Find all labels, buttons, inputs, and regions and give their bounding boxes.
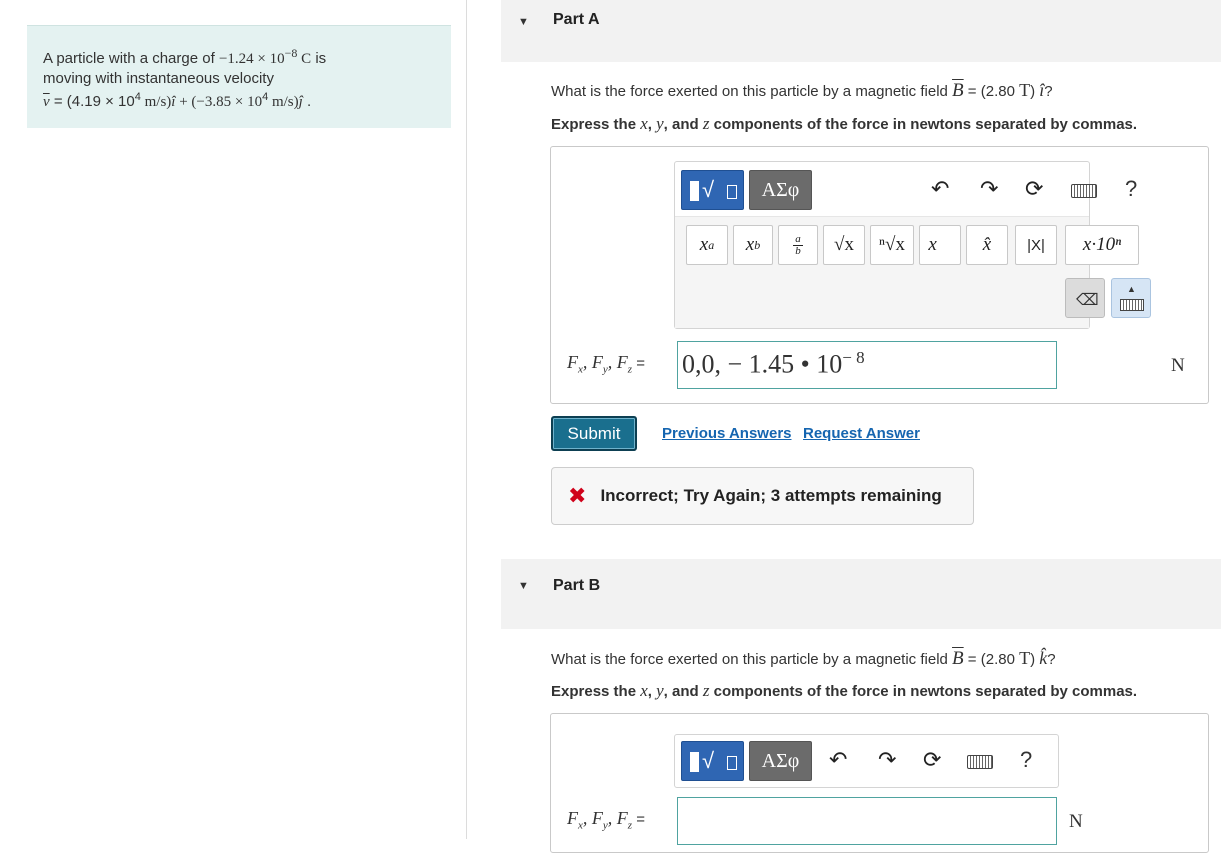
question-mark: ?	[1047, 651, 1056, 668]
question-mark: ?	[1044, 83, 1053, 100]
toolbar-row-1	[675, 162, 1138, 216]
equals-sign: =	[632, 811, 645, 828]
redo-icon[interactable]: ↷	[980, 176, 999, 201]
exp-a: a	[708, 237, 715, 252]
var-f: F	[616, 352, 628, 372]
toolbar-row-3	[675, 272, 1136, 328]
comma: ,	[647, 683, 657, 700]
i-hat: î	[171, 94, 176, 110]
charge-unit: C	[297, 51, 312, 67]
j-hat: ĵ	[298, 94, 303, 110]
field-close: )	[1030, 83, 1040, 100]
var-sub: x	[578, 363, 583, 376]
var-sub: z	[627, 363, 633, 376]
answer-input[interactable]	[677, 341, 1057, 389]
math-x: x	[640, 681, 648, 700]
part-a-answer-box	[550, 146, 1209, 404]
question-text: What is the force exerted on this particle by a magnetic field	[551, 83, 953, 100]
keyboard-icon[interactable]	[1071, 184, 1097, 198]
math-z: z	[702, 681, 710, 700]
variable-label: $F_x$, $F_y$, $F_z$ =	[567, 352, 645, 376]
velocity-unit: m/s)	[268, 94, 299, 110]
subscript-button[interactable]: x b	[733, 225, 773, 265]
nth-root-button[interactable]: ⁿ√x	[870, 225, 914, 265]
collapse-triangle-icon[interactable]: ▼	[518, 580, 529, 592]
keyboard-icon	[1120, 299, 1144, 311]
frac-num: a	[795, 232, 801, 245]
unit-label: N	[1069, 811, 1083, 832]
velocity-text: + (−3.85 × 10	[175, 94, 263, 110]
part-b-answer-box	[550, 713, 1209, 853]
field-value: = (2.80	[963, 83, 1020, 100]
instruction-text: components of the force in newtons separated by commas.	[709, 683, 1138, 700]
var-sub: y	[602, 363, 608, 376]
charge-exponent: −8	[284, 46, 298, 60]
placeholder-box-icon	[727, 185, 737, 199]
undo-icon[interactable]: ↶	[829, 747, 848, 772]
variable-label: $F_x$, $F_y$, $F_z$ =	[567, 808, 645, 832]
submit-button[interactable]: Submit	[551, 416, 637, 451]
absolute-value-button[interactable]: |X|	[1015, 225, 1057, 265]
exponent-button[interactable]: x a	[686, 225, 728, 265]
part-a-question	[551, 80, 1053, 102]
problem-text: A particle with a charge of	[43, 50, 219, 67]
greek-symbols-button[interactable]: ΑΣφ	[749, 170, 812, 210]
part-b-header[interactable]	[501, 559, 1221, 629]
feedback-text: Incorrect; Try Again; 3 attempts remaining	[600, 486, 942, 505]
instruction-text: Express the	[551, 116, 641, 133]
question-text: What is the force exerted on this particle by a magnetic field	[551, 651, 953, 668]
problem-line-3	[43, 88, 435, 112]
var-sub: z	[627, 819, 633, 832]
placeholder-box-icon	[727, 756, 737, 770]
sub-b: b	[754, 237, 761, 252]
instruction-text: components of the force in newtons separated by commas.	[709, 116, 1138, 133]
and-text: , and	[663, 116, 703, 133]
sqrt-icon: √	[702, 748, 715, 773]
redo-icon[interactable]: ↷	[878, 747, 897, 772]
toolbar-row-2	[675, 216, 1122, 272]
period: .	[302, 93, 312, 110]
equals-sign: =	[632, 355, 645, 372]
math-y: y	[656, 681, 664, 700]
instruction-text: Express the	[551, 683, 641, 700]
column-divider	[466, 0, 467, 839]
templates-button[interactable]	[681, 741, 744, 781]
help-button[interactable]: ?	[1020, 747, 1033, 772]
part-b-instruction	[551, 681, 1137, 701]
part-b-question	[551, 648, 1056, 670]
math-x: x	[640, 114, 648, 133]
unit-vector-button[interactable]: x̂	[966, 225, 1008, 265]
exponent: 4	[262, 91, 269, 103]
vector-button[interactable]: x⃗	[919, 225, 961, 265]
exponent: 4	[134, 91, 141, 103]
triangle-up-icon: ▲	[1127, 284, 1136, 294]
var-sub: x	[578, 819, 583, 832]
problem-line-1	[43, 44, 435, 69]
velocity-symbol: $\overline{v}$	[43, 94, 50, 110]
and-text: , and	[663, 683, 703, 700]
error-x-icon: ✖	[568, 483, 587, 508]
scientific-notation-button[interactable]: x·10ⁿ	[1065, 225, 1139, 265]
part-a-title: Part A	[553, 11, 600, 28]
undo-icon[interactable]: ↶	[931, 176, 950, 201]
var-f: F	[567, 808, 578, 828]
field-unit: T	[1019, 648, 1031, 668]
field-symbol: $\overline{B}$	[952, 648, 964, 669]
field-close: )	[1030, 651, 1040, 668]
unit-label: N	[1171, 355, 1185, 376]
problem-text: is	[311, 50, 327, 67]
field-unit: T	[1019, 80, 1031, 100]
velocity-text: = (4.19 × 10	[49, 93, 135, 110]
fraction-button[interactable]	[778, 225, 818, 265]
var-f: F	[616, 808, 628, 828]
request-answer-link[interactable]: Request Answer	[803, 425, 920, 442]
sqrt-icon: √	[702, 177, 715, 202]
part-a-header[interactable]	[501, 0, 1221, 62]
var-sub: y	[602, 819, 608, 832]
answer-exponent: − 8	[842, 348, 865, 367]
velocity-unit: m/s)	[140, 94, 172, 110]
problem-statement	[27, 25, 451, 128]
math-y: y	[656, 114, 664, 133]
math-toolbar	[674, 734, 1059, 788]
template-block-icon	[690, 752, 699, 772]
math-z: z	[702, 114, 710, 133]
direction-unit-vector: k̂	[1039, 648, 1048, 668]
sqrt-button[interactable]: √x	[823, 225, 865, 265]
keyboard-icon[interactable]	[967, 755, 993, 769]
comma: ,	[647, 116, 657, 133]
collapse-triangle-icon[interactable]: ▼	[518, 16, 529, 28]
reset-icon[interactable]: ⟳	[1025, 176, 1044, 201]
charge-value: −1.24 × 10	[218, 51, 285, 67]
backspace-icon: ⌫	[1076, 292, 1099, 309]
var-f: F	[567, 352, 578, 372]
answer-value: 0,0, − 1.45 • 10	[682, 349, 843, 379]
answer-input[interactable]	[677, 797, 1057, 845]
greek-symbols-button[interactable]: ΑΣφ	[749, 741, 812, 781]
previous-answers-link[interactable]: Previous Answers	[662, 425, 792, 442]
keyboard-toggle-button[interactable]	[1111, 278, 1151, 318]
feedback-message	[551, 467, 974, 525]
frac-den: b	[795, 244, 801, 257]
help-button[interactable]: ?	[1125, 176, 1138, 201]
var-f: F	[591, 808, 603, 828]
field-value: = (2.80	[963, 651, 1020, 668]
problem-line-2: moving with instantaneous velocity	[43, 70, 274, 87]
field-symbol: $\overline{B}$	[952, 80, 964, 101]
math-toolbar	[674, 161, 1138, 329]
part-b-title: Part B	[553, 577, 601, 594]
part-a-instruction	[551, 114, 1137, 134]
backspace-button[interactable]	[1065, 278, 1105, 318]
reset-icon[interactable]: ⟳	[923, 747, 942, 772]
template-block-icon	[690, 181, 699, 201]
var-f: F	[591, 352, 603, 372]
templates-button[interactable]	[681, 170, 744, 210]
direction-unit-vector: î	[1039, 80, 1045, 100]
